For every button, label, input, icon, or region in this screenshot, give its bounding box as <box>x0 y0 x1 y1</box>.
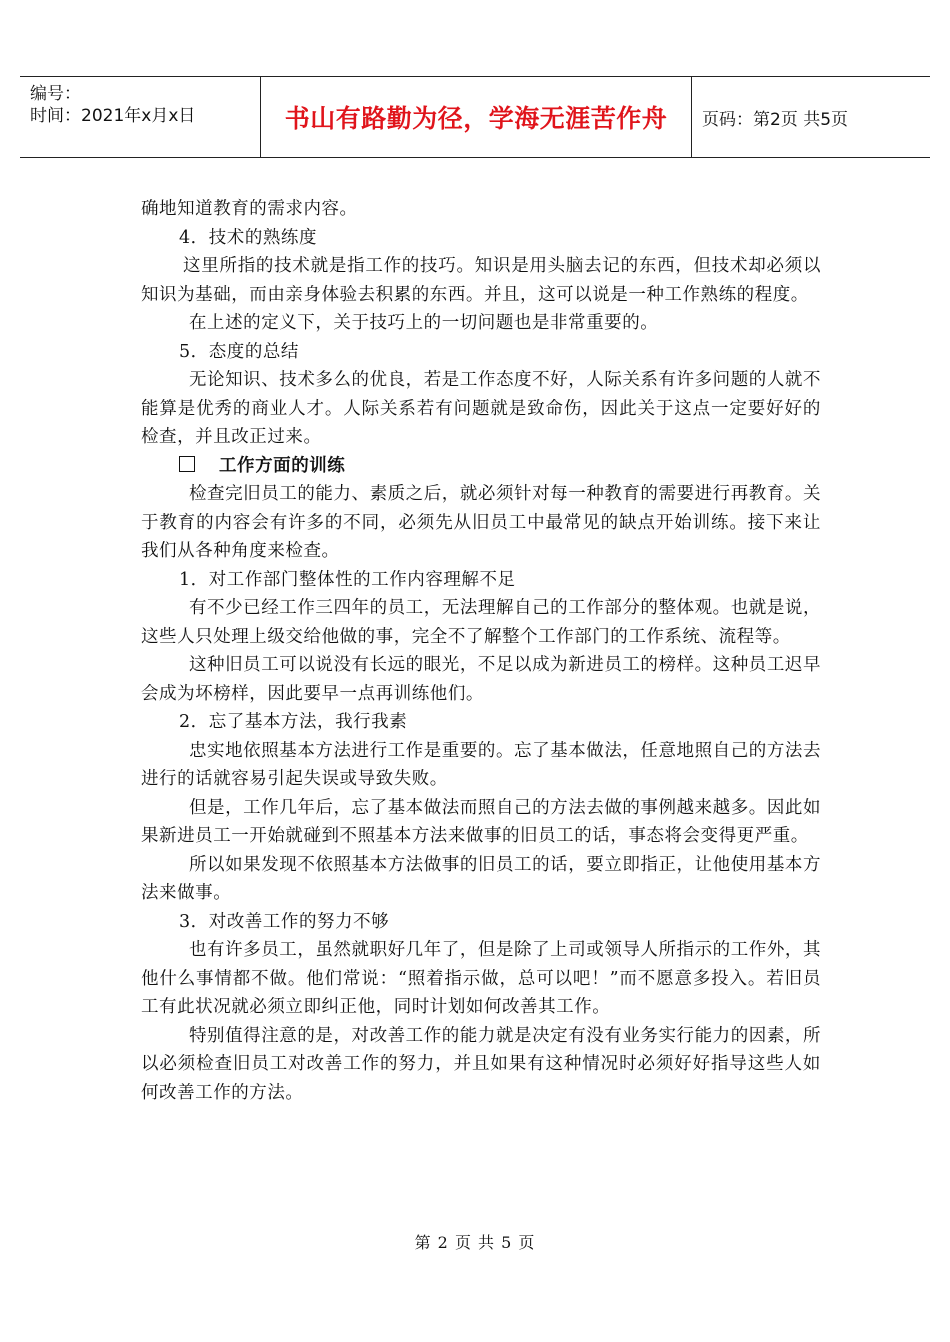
section-title: 1．对工作部门整体性的工作内容理解不足 <box>179 569 516 590</box>
paragraph: 检查完旧员工的能力、素质之后，就必须针对每一种教育的需要进行再教育。关于教育的内容会有许多的不同，必须先从旧员工中最常见的缺点开始训练。接下来让我们从各种角度来检查。 <box>141 484 821 561</box>
square-checkbox-icon <box>179 456 195 472</box>
section-title: 2．忘了基本方法，我行我素 <box>179 712 408 732</box>
header-meta-cell <box>20 77 261 157</box>
paragraph: 忠实地依照基本方法进行工作是重要的。忘了基本做法，任意地照自己的方法去进行的话就容易引起失误或导致失败。 <box>141 740 821 789</box>
number-label: 编号： <box>30 84 81 104</box>
paragraph: 所以如果发现不依照基本方法做事的旧员工的话，要立即指正，让他使用基本方法来做事。 <box>141 854 821 903</box>
page-footer: 第 2 页 共 5 页 <box>414 1233 536 1252</box>
section-title: 5．态度的总结 <box>179 341 299 362</box>
paragraph: 确地知道教育的需求内容。 <box>141 199 358 219</box>
header-page-label: 页码：第2页 共5页 <box>702 109 849 130</box>
time-label: 时间：2021年x月x日 <box>30 106 196 126</box>
paragraph: 特别值得注意的是，对改善工作的能力就是决定有没有业务实行能力的因素，所以必须检查旧员工对改善工作的努力，并且如果有这种情况时必须好好指导这些人如何改善工作的方法。 <box>141 1025 821 1103</box>
bold-heading <box>141 452 821 481</box>
paragraph: 这种旧员工可以说没有长远的眼光，不足以成为新进员工的榜样。这种员工迟早会成为坏榜样，因此要早一点再训练他们。 <box>141 655 821 704</box>
heading-text: 工作方面的训练 <box>219 455 346 476</box>
section-title: 3．对改善工作的努力不够 <box>179 911 390 932</box>
paragraph: 有不少已经工作三四年的员工，无法理解自己的工作部分的整体观。也就是说，这些人只处理上级交给他做的事，完全不了解整个工作部门的工作系统、流程等。 <box>141 598 821 647</box>
header-motto: 书山有路勤为径，学海无涯苦作舟 <box>261 77 692 157</box>
paragraph: 但是，工作几年后，忘了基本做法而照自己的方法去做的事例越来越多。因此如果新进员工一开始就碰到不照基本方法来做事的旧员工的话，事态将会变得更严重。 <box>141 797 821 846</box>
section-title: 4．技术的熟练度 <box>179 227 318 248</box>
paragraph: 这里所指的技术就是指工作的技巧。知识是用头脑去记的东西，但技术却必须以知识为基础，而由亲身体验去积累的东西。并且，这可以说是一种工作熟练的程度。 <box>141 256 821 305</box>
document-body <box>141 195 821 1107</box>
paragraph: 无论知识、技术多么的优良，若是工作态度不好，人际关系有许多问题的人就不能算是优秀的商业人才。人际关系若有问题就是致命伤，因此关于这点一定要好好的检查，并且改正过来。 <box>141 370 821 447</box>
page-header <box>20 76 930 158</box>
paragraph: 在上述的定义下，关于技巧上的一切问题也是非常重要的。 <box>189 313 659 333</box>
paragraph: 也有许多员工，虽然就职好几年了，但是除了上司或领导人所指示的工作外，其他什么事情都不做。他们常说：“照着指示做，总可以吧！”而不愿意多投入。若旧员工有此状况就必须立即纠正他，同时计划如何改善其工作。 <box>141 940 821 1017</box>
